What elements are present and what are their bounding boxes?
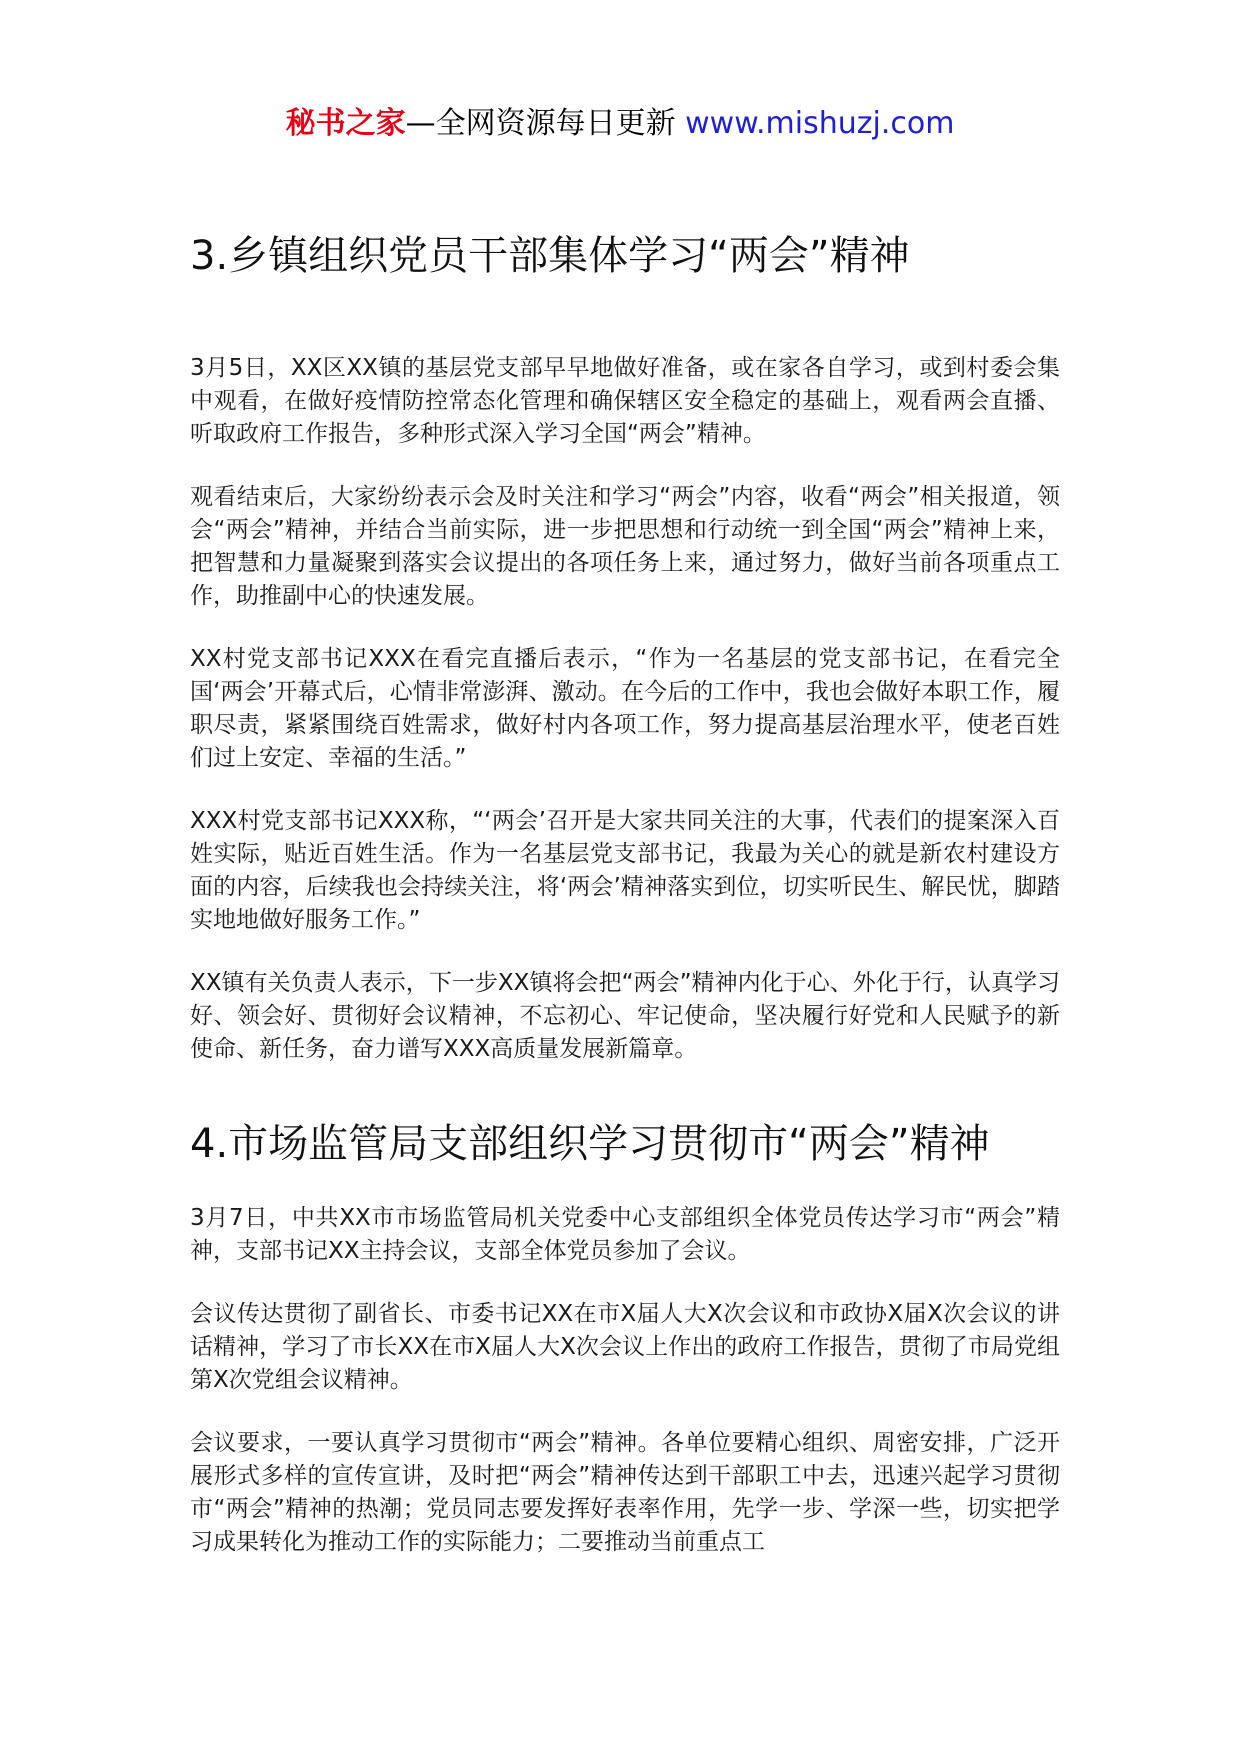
section-3-heading: 3.乡镇组织党员干部集体学习“两会”精神 (190, 233, 910, 279)
page-header (0, 102, 1240, 146)
section-3-paragraph-3: XX村党支部书记XXX在看完直播后表示，“作为一名基层的党支部书记，在看完全国‘两会’开幕式后，心情非常澎湃、激动。在今后的工作中，我也会做好本职工作，履职尽责，紧紧围绕百姓需求，做好村内各项工作，努力提高基层治理水平，使老百姓们过上安定、幸福的生活。” (190, 646, 1060, 771)
site-url[interactable]: www.mishuzj.com (685, 106, 955, 141)
document-body (190, 228, 1060, 1589)
section-4-heading: 4.市场监管局支部组织学习贯彻市“两会”精神 (190, 1121, 990, 1167)
section-4-paragraph-2: 会议传达贯彻了副省长、市委书记XX在市X届人大X次会议和市政协X届X次会议的讲话精神，学习了市长XX在市X届人大X次会议上作出的政府工作报告，贯彻了市局党组第X次党组会议精神。 (190, 1301, 1060, 1393)
section-3-paragraph-4: XXX村党支部书记XXX称，“‘两会’召开是大家共同关注的大事，代表们的提案深入百姓实际，贴近百姓生活。作为一名基层党支部书记，我最为关心的就是新农村建设方面的内容，后续我也会持续关注，将‘两会’精神落实到位，切实听民生、解民忧，脚踏实地地做好服务工作。” (190, 808, 1060, 933)
section-3-paragraph-5: XX镇有关负责人表示，下一步XX镇将会把“两会”精神内化于心、外化于行，认真学习好、领会好、贯彻好会议精神，不忘初心、牢记使命，坚决履行好党和人民赋予的新使命、新任务，奋力谱写XXX高质量发展新篇章。 (190, 970, 1060, 1062)
section-4-paragraph-1: 3月7日，中共XX市市场监管局机关党委中心支部组织全体党员传达学习市“两会”精神，支部书记XX主持会议，支部全体党员参加了会议。 (190, 1205, 1060, 1264)
section-3-paragraph-1: 3月5日，XX区XX镇的基层党支部早早地做好准备，或在家各自学习，或到村委会集中观看，在做好疫情防控常态化管理和确保辖区安全稳定的基础上，观看两会直播、听取政府工作报告，多种形式深入学习全国“两会”精神。 (190, 355, 1060, 447)
header-slogan: —全网资源每日更新 (405, 106, 676, 141)
brand-name: 秘书之家 (285, 106, 406, 141)
section-3-paragraph-2: 观看结束后，大家纷纷表示会及时关注和学习“两会”内容，收看“两会”相关报道，领会“两会”精神，并结合当前实际，进一步把思想和行动统一到全国“两会”精神上来，把智慧和力量凝聚到落实会议提出的各项任务上来，通过努力，做好当前各项重点工作，助推副中心的快速发展。 (190, 484, 1060, 609)
section-4-paragraph-3: 会议要求，一要认真学习贯彻市“两会”精神。各单位要精心组织、周密安排，广泛开展形式多样的宣传宣讲，及时把“两会”精神传达到干部职工中去，迅速兴起学习贯彻市“两会”精神的热潮；党员同志要发挥好表率作用，先学一步、学深一些，切实把学习成果转化为推动工作的实际能力；二要推动当前重点工 (190, 1430, 1060, 1555)
